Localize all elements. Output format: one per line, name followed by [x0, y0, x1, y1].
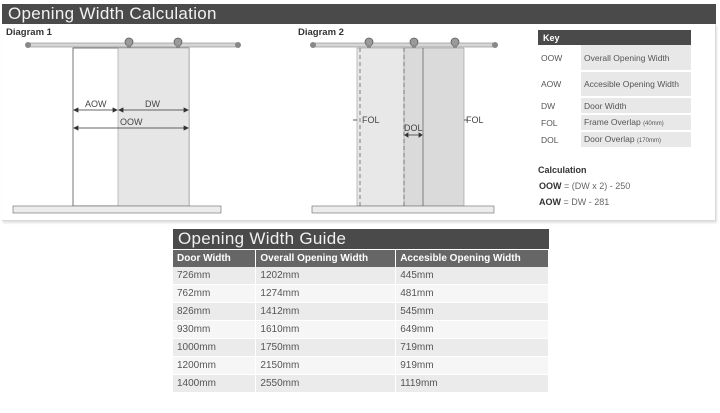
cell-overall: 1610mm	[256, 321, 396, 339]
table-row	[173, 321, 549, 339]
key-desc: Frame Overlap (40mm)	[580, 114, 691, 131]
table-row	[173, 375, 549, 393]
col-overall-opening: Overall Opening Width	[256, 250, 396, 267]
table-row	[173, 357, 549, 375]
cell-accessible: 649mm	[396, 321, 549, 339]
label-dw: DW	[145, 99, 160, 109]
cell-door-width: 930mm	[173, 321, 256, 339]
track-rail	[315, 43, 493, 47]
key-row	[538, 45, 691, 71]
table-row	[173, 285, 549, 303]
table-row	[173, 303, 549, 321]
key-desc: Door Width	[580, 97, 691, 114]
cell-overall: 1412mm	[256, 303, 396, 321]
floor	[312, 206, 494, 213]
diagram-2-title: Diagram 2	[298, 27, 344, 38]
cell-accessible: 719mm	[396, 339, 549, 357]
label-dol: DOL	[404, 123, 423, 133]
key-desc: Overall Opening Width	[580, 45, 691, 71]
key-abbr: AOW	[538, 71, 580, 97]
cell-accessible: 545mm	[396, 303, 549, 321]
page-title: Opening Width Calculation	[2, 4, 716, 24]
label-oow: OOW	[120, 117, 143, 127]
key-note: (170mm)	[636, 137, 661, 144]
col-accessible-opening: Accesible Opening Width	[396, 250, 549, 267]
key-row	[538, 71, 691, 97]
calculation-title: Calculation	[538, 165, 587, 175]
calc-aow: AOW = DW - 281	[539, 197, 610, 207]
label-fol-right: FOL	[466, 115, 484, 125]
key-abbr: DW	[538, 97, 580, 114]
key-title: Key	[538, 30, 691, 45]
calc-oow: OOW = (DW x 2) - 250	[539, 181, 631, 191]
cell-overall: 2550mm	[256, 375, 396, 393]
guide-header-row	[173, 250, 549, 267]
cell-overall: 1750mm	[256, 339, 396, 357]
col-door-width: Door Width	[173, 250, 256, 267]
cell-door-width: 1000mm	[173, 339, 256, 357]
guide-title: Opening Width Guide	[173, 229, 549, 249]
label-fol-left: FOL	[362, 115, 380, 125]
key-table	[538, 30, 691, 149]
diagram-1-title: Diagram 1	[6, 27, 52, 38]
key-abbr: FOL	[538, 114, 580, 131]
key-abbr: DOL	[538, 131, 580, 148]
cell-door-width: 1400mm	[173, 375, 256, 393]
rail-stop-right	[492, 42, 498, 48]
diagram-2	[0, 0, 530, 222]
guide-table	[173, 250, 549, 393]
label-aow: AOW	[85, 99, 107, 109]
cell-door-width: 826mm	[173, 303, 256, 321]
cell-accessible: 1119mm	[396, 375, 549, 393]
key-row	[538, 131, 691, 148]
cell-overall: 1274mm	[256, 285, 396, 303]
key-note: (40mm)	[643, 120, 664, 127]
cell-overall: 1202mm	[256, 267, 396, 285]
cell-door-width: 1200mm	[173, 357, 256, 375]
key-desc: Accesible Opening Width	[580, 71, 691, 97]
table-row	[173, 267, 549, 285]
key-abbr: OOW	[538, 45, 580, 71]
key-row	[538, 97, 691, 114]
cell-accessible: 481mm	[396, 285, 549, 303]
cell-door-width: 726mm	[173, 267, 256, 285]
cell-accessible: 445mm	[396, 267, 549, 285]
rail-stop-left	[310, 42, 316, 48]
cell-accessible: 919mm	[396, 357, 549, 375]
cell-overall: 2150mm	[256, 357, 396, 375]
key-row	[538, 114, 691, 131]
cell-door-width: 762mm	[173, 285, 256, 303]
key-desc: Door Overlap (170mm)	[580, 131, 691, 148]
table-row	[173, 339, 549, 357]
